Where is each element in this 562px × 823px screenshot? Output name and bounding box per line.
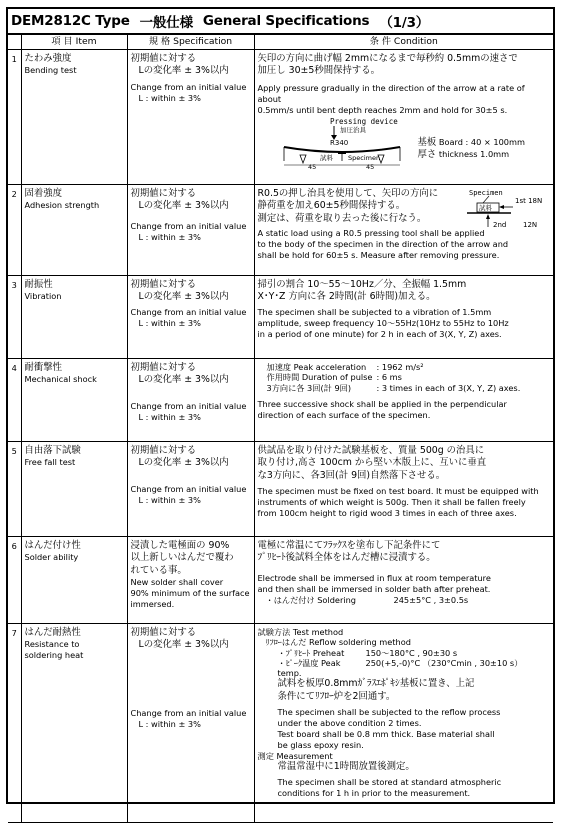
condition-cell (254, 624, 553, 823)
cond-en-3: shall be hold for 60±5 s. Measure after removing pressure. (257, 250, 500, 261)
radius-label: R340 (329, 138, 348, 147)
spec-jp-1: 初期値に対する (130, 188, 197, 199)
spec-en-1: Change from an initial value (130, 707, 247, 718)
acceleration-value: : 1962 m/s² (376, 362, 424, 372)
table-row (8, 359, 553, 442)
spec-en-2: L : within ± 3% (138, 494, 201, 505)
spec-cell (127, 537, 254, 624)
type-label: DEM2812C Type (11, 13, 130, 29)
spec-en-1: Change from an initial value (130, 483, 247, 494)
item-jp: はんだ耐熱性 (24, 627, 81, 638)
spec-jp-2: Lの変化率 ± 3%以内 (138, 200, 229, 212)
item-cell (21, 50, 127, 185)
measurement-title: 測定 Measurement (257, 750, 333, 761)
row-number: 5 (8, 442, 21, 537)
condition-cell (254, 537, 553, 624)
spec-en-1: Change from an initial value (130, 220, 247, 231)
cond-en-4: be glass epoxy resin. (277, 739, 364, 750)
column-header-row (8, 35, 553, 50)
cond-jp-2: 取り付け,高さ 100cm から堅い木版上に、互いに垂直 (257, 457, 487, 469)
peak-temp-key: ・ﾋﾟｰｸ温度 Peak temp. (277, 657, 341, 678)
row-number: 7 (8, 624, 21, 823)
cond-en-3: from 100cm height to rigid wood 3 times in each of three axes. (257, 508, 517, 519)
specimen-jp-label: 試料 (479, 204, 492, 212)
cond-en-2: 0.5mm/s until bent depth reaches 2mm and hold for 30±5 s. (257, 104, 508, 115)
cond-jp-3: な3方向に、各3回(計 9回)自然落下させる。 (257, 469, 446, 481)
test-method-title: 試験方法 Test method (257, 627, 344, 637)
spec-en-1: Change from an initial value (130, 81, 247, 92)
spec-en-2: L : within ± 3% (138, 317, 201, 328)
cond-jp-1: 掃引の割合 10～55～10Hz／分、全振幅 1.5mm (257, 279, 467, 290)
directions-key: 3方向に各 3回(計 9回) (266, 382, 352, 393)
preheat-key: ・ﾌﾟﾘﾋｰﾄ Preheat (277, 647, 345, 658)
spec-jp-1: 初期値に対する (130, 279, 197, 290)
cond-en-2: to the body of the specimen in the direction of the arrow and (257, 239, 509, 250)
item-en: Vibration (24, 291, 62, 302)
column-header-spec: 規 格 Specification (127, 35, 254, 50)
soldering-key: ・はんだ付け Soldering (265, 594, 356, 605)
item-cell (21, 185, 127, 276)
second-load-label: 2nd (493, 221, 507, 229)
condition-cell (254, 442, 553, 537)
condition-cell (254, 359, 553, 442)
spec-en-1: New solder shall cover (130, 577, 224, 588)
item-en: Adhesion strength (24, 200, 100, 211)
adhesion-diagram (467, 187, 549, 235)
cond-jp-1: 矢印の方向に曲げ幅 2mmになるまで毎秒約 0.5mmの速さで (257, 53, 518, 64)
thickness-en: thickness 1.0mm (438, 148, 510, 159)
spec-en-2: L : within ± 3% (138, 231, 201, 242)
item-en: Mechanical shock (24, 374, 97, 385)
spec-table (8, 35, 553, 823)
item-jp: はんだ付け性 (24, 540, 81, 551)
specimen-block (338, 151, 346, 154)
item-en: Bending test (24, 65, 77, 76)
spec-cell (127, 442, 254, 537)
thickness-jp: 厚さ (417, 148, 437, 160)
spec-cell (127, 624, 254, 823)
cond-jp-2: 加圧し 30±5秒間保持する。 (257, 65, 380, 77)
pressing-device-label: Pressing device (329, 116, 398, 126)
cond-jp-2: X･Y･Z 方向に各 2時間(計 6時間)加える。 (257, 291, 436, 303)
cond-en-2: and then shall be immersed in solder bath after preheat. (257, 583, 491, 594)
spec-sheet (6, 7, 555, 804)
cond-en-1: A static load using a R0.5 pressing tool shall be applied (257, 228, 485, 239)
spec-en-2: L : within ± 3% (138, 92, 201, 103)
spec-jp-2: 以上新しいはんだで覆わ (130, 552, 234, 564)
cond-jp-2: ﾌﾟﾘﾋｰﾄ後試料全体をはんだ槽に浸漬する。 (257, 552, 436, 564)
pressing-device-jp-label: 加圧治具 (339, 125, 366, 134)
en-title: General Specifications (202, 13, 370, 29)
item-en: Solder ability (24, 552, 79, 563)
item-en-2: soldering heat (24, 650, 84, 661)
cond-en-1: The specimen shall be subjected to a vibration of 1.5mm (257, 306, 492, 317)
board-jp: 基板 (417, 136, 437, 148)
board-spec (418, 137, 551, 162)
spec-jp-2: Lの変化率 ± 3%以内 (138, 374, 229, 386)
spec-jp-3: れている事。 (130, 564, 187, 576)
cond-en-2: direction of each surface of the specimen. (257, 409, 431, 420)
board-en: Board : 40 × 100mm (438, 136, 525, 147)
specimen-label: Specimen (347, 153, 380, 162)
soldering-value: 245±5°C , 3±0.5s (393, 594, 469, 605)
cond-jp-2: 条件にてﾘﾌﾛｰ炉を2回通す。 (277, 690, 396, 702)
spec-jp-1: 浸漬した電極面の 90% (130, 540, 230, 551)
first-load-label: 1st 18N (515, 197, 543, 205)
spec-en-2: 90% minimum of the surface (130, 588, 250, 599)
cond-en-1: Electrode shall be immersed in flux at room temperature (257, 572, 491, 583)
directions-value: : 3 times in each of 3(X, Y, Z) axes. (376, 382, 521, 393)
spec-cell (127, 50, 254, 185)
cond-jp-1: 電極に常温にてﾌﾗｯｸｽを塗布し下記条件にて (257, 540, 441, 551)
condition-cell (254, 50, 553, 185)
spec-jp-1: 初期値に対する (130, 445, 197, 456)
spec-cell (127, 359, 254, 442)
spec-jp-1: 初期値に対する (130, 627, 197, 638)
spec-cell (127, 276, 254, 359)
cond-en-2: instruments of which weight is 500g. Then it shall be fallen freely (257, 497, 526, 508)
item-cell (21, 624, 127, 823)
page-indicator: （1/3） (379, 15, 430, 31)
measurement-jp: 常温常湿中に1時間放置後測定。 (277, 760, 415, 772)
spec-jp-2: Lの変化率 ± 3%以内 (138, 457, 229, 469)
item-jp: 耐振性 (24, 279, 53, 290)
cond-en-2: amplitude, sweep frequency 10～55Hz(10Hz to 55Hz to 10Hz (257, 317, 509, 328)
item-en: Free fall test (24, 457, 76, 468)
acceleration-key: 加速度 Peak acceleration (266, 362, 367, 372)
cond-en-1: Three successive shock shall be applied in the perpendicular (257, 398, 507, 409)
item-cell (21, 537, 127, 624)
spec-jp-1: 初期値に対する (130, 53, 197, 64)
cond-en-6: conditions for 1 h in prior to the measurement. (277, 788, 471, 799)
row-number: 2 (8, 185, 21, 276)
spec-en-3: immersed. (130, 599, 175, 610)
condition-cell (254, 185, 553, 276)
spec-jp-2: Lの変化率 ± 3%以内 (138, 639, 229, 651)
table-row (8, 442, 553, 537)
cond-jp-1: 試料を板厚0.8mmｶﾞﾗｽｴﾎﾟｷｼ基板に置き、上記 (277, 678, 475, 690)
cond-en-1: Apply pressure gradually in the direction of the arrow at a rate of about (257, 82, 525, 104)
item-jp: 固着強度 (24, 188, 63, 199)
item-jp: たわみ強度 (24, 53, 72, 64)
cond-jp-2: 静荷重を加え60±5秒間保持する。 (257, 200, 406, 212)
item-cell (21, 359, 127, 442)
spec-cell (127, 185, 254, 276)
item-jp: 自由落下試験 (24, 445, 81, 456)
duration-value: : 6 ms (376, 372, 402, 383)
cond-jp-1: 供試品を取り付けた試験基板を、質量 500g の治具に (257, 445, 485, 456)
reflow-title: ﾘﾌﾛｰはんだ Reflow soldering method (265, 637, 411, 648)
row-number: 6 (8, 537, 21, 624)
second-load-value: 12N (523, 221, 538, 229)
preheat-value: 150～180°C , 90±30 s (365, 647, 458, 658)
spec-jp-1: 初期値に対する (130, 362, 197, 373)
specimen-label: Specimen (469, 189, 503, 197)
item-jp: 耐衝撃性 (24, 362, 63, 373)
cond-en-2: under the above condition 2 times. (277, 717, 422, 728)
spec-jp-2: Lの変化率 ± 3%以内 (138, 65, 229, 77)
specimen-jp-label: 試料 (319, 153, 333, 162)
spec-en-2: L : within ± 3% (138, 411, 201, 422)
cond-en-5: The specimen shall be stored at standard atmospheric (277, 777, 502, 788)
cond-en-3: in a period of one minute) for 2 h in each of 3(X, Y, Z) axes. (257, 328, 502, 339)
span-right-label: 45 (365, 162, 374, 169)
column-header-condition: 条 件 Condition (254, 35, 553, 50)
table-row (8, 50, 553, 185)
item-cell (21, 276, 127, 359)
spec-en-2: L : within ± 3% (138, 718, 201, 729)
cond-jp-3: 測定は、荷重を取り去った後に行なう。 (257, 212, 427, 224)
jp-title: 一般仕様 (139, 15, 193, 31)
column-header-no (8, 35, 21, 50)
row-number: 4 (8, 359, 21, 442)
peak-temp-value: 250(+5,-0)°C （230°Cmin , 30±10 s） (365, 657, 523, 668)
item-cell (21, 442, 127, 537)
duration-key: 作用時間 Duration of pulse (266, 372, 373, 383)
table-row (8, 624, 553, 823)
table-row (8, 185, 553, 276)
span-left-label: 45 (307, 162, 316, 169)
table-row (8, 537, 553, 624)
cond-en-3: Test board shall be 0.8 mm thick. Base material shall (277, 728, 495, 739)
condition-cell (254, 276, 553, 359)
spec-en-1: Change from an initial value (130, 306, 247, 317)
column-header-item: 項 目 Item (21, 35, 127, 50)
row-number: 3 (8, 276, 21, 359)
spec-en-1: Change from an initial value (130, 400, 247, 411)
cond-jp-1: R0.5の押し治具を使用して、矢印の方向に (257, 188, 439, 199)
support-left (300, 155, 306, 163)
row-number: 1 (8, 50, 21, 185)
table-row (8, 276, 553, 359)
cond-en-1: The specimen must be fixed on test board. It must be equipped with (257, 486, 539, 497)
item-en-1: Resistance to (24, 639, 80, 650)
document-title (8, 9, 553, 35)
cond-en-1: The specimen shall be subjected to the reflow process (277, 707, 501, 718)
bending-test-diagram (282, 117, 432, 169)
spec-jp-2: Lの変化率 ± 3%以内 (138, 291, 229, 303)
